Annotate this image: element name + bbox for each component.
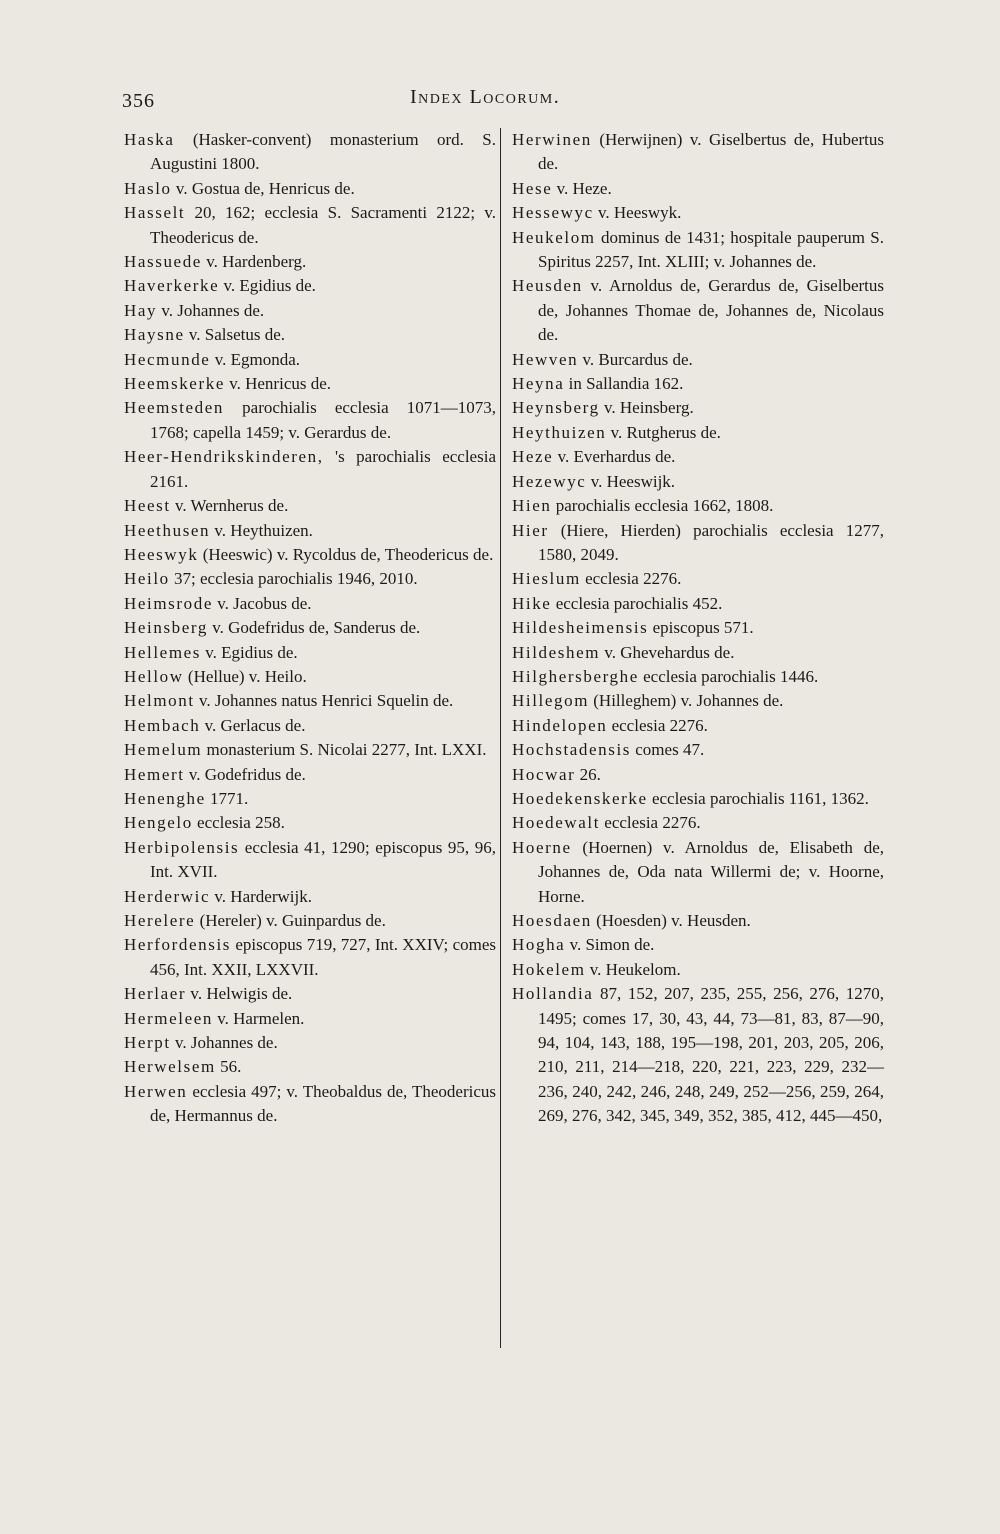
entry-text: ecclesia parochialis 1446. [638,666,819,686]
index-entry [512,958,884,982]
entry-text: v. Henricus de. [224,374,332,394]
entry-text: v. Gostua de, Henricus de. [171,178,355,198]
index-entry [512,226,884,275]
index-entry [512,567,884,591]
index-entry [124,1031,496,1055]
entry-text: v. Wernherus de. [170,496,289,516]
index-entry [124,177,496,201]
entry-text: v. Heeswijk. [586,471,676,491]
index-entry [124,299,496,323]
index-entry [512,763,884,787]
index-entry [124,982,496,1006]
entry-text: v. Godefridus de, Sanderus de. [207,618,421,638]
index-entry [512,372,884,396]
index-entry [124,543,496,567]
entry-text: (Hoesden) v. Heusden. [591,911,751,930]
entry-text: v. Everhardus de. [553,447,676,467]
index-entry [124,128,496,177]
entry-text: comes 47. [631,740,705,760]
entry-headword: Herbipolensis [124,837,240,857]
entry-text: (Heeswic) v. Rycoldus de, Theodericus de. [198,544,494,564]
index-entry [124,1080,496,1129]
entry-text: v. Heythuizen. [210,520,313,540]
index-entry [124,567,496,591]
index-entry [124,396,496,445]
entry-headword: Hien [512,496,552,516]
entry-text: ecclesia 2276. [607,715,708,735]
entry-headword: Hoerne [512,837,572,857]
entry-headword: Hese [512,178,553,198]
index-entry [512,396,884,420]
index-entry [512,421,884,445]
entry-headword: Herwen [124,1081,188,1101]
entry-headword: Heinsberg [124,618,208,638]
entry-headword: Herelere [124,911,196,930]
entry-text: v. Harmelen. [212,1008,305,1028]
left-column [124,128,496,1129]
entry-text: ecclesia parochialis 452. [551,593,723,613]
entry-text: monasterium S. Nicolai 2277, Int. LXXI. [202,740,487,760]
entry-text: 1771. [205,788,249,808]
entry-text: (Hiere, Hierden) parochialis ecclesia 1277, 1580, 2049. [538,520,884,564]
index-entry [124,909,496,933]
entry-headword: Hillegom [512,691,590,711]
entry-text: parochialis ecclesia 1662, 1808. [551,496,774,516]
entry-headword: Hasselt [124,203,186,223]
entry-text: 56. [215,1057,242,1077]
entry-headword: Hellow [124,666,184,686]
entry-headword: Herpt [124,1033,171,1053]
entry-text: v. Harderwijk. [210,886,312,906]
entry-headword: Heukelom [512,227,596,247]
index-entry [512,201,884,225]
entry-text: 87, 152, 207, 235, 255, 256, 276, 1270, 1495; comes 17, 30, 43, 44, 73—81, 83, 87—90, 94, 104, 143, 188, 195—198, 201, 203, 205, 206, 210, 211, 214—218, 220, 221, 223, 229, 232—236, 240, 242, 246, 248, 249, 252—256, 259, 264, 269, 276, 342, 345, 349, 352, 385, 412, 445—450, [538,984,884,1126]
entry-text: v. Egmonda. [210,349,300,369]
entry-headword: Heeswyk [124,544,199,564]
index-entry [124,787,496,811]
entry-headword: Hay [124,300,158,320]
entry-headword: Haysne [124,325,185,345]
entry-headword: Hilghersberghe [512,666,639,686]
index-entry [512,665,884,689]
entry-headword: Heimsrode [124,593,213,613]
entry-headword: Hogha [512,935,566,955]
index-entry [124,885,496,909]
index-entry [124,689,496,713]
entry-text: ecclesia 258. [192,813,285,833]
entry-headword: Heilo [124,569,170,589]
entry-text: episcopus 719, 727, Int. XXIV; comes 456, Int. XXII, LXXVII. [150,935,496,979]
entry-headword: Hengelo [124,813,193,833]
entry-text: v. Jacobus de. [213,593,312,613]
index-entry [124,592,496,616]
index-entry [124,201,496,250]
entry-headword: Hier [512,520,549,540]
index-entry [512,519,884,568]
index-entry [512,616,884,640]
entry-headword: Hieslum [512,569,581,589]
entry-text: ecclesia parochialis 1161, 1362. [647,788,869,808]
entry-headword: Heynsberg [512,398,600,418]
index-entry [124,494,496,518]
index-entry [124,811,496,835]
entry-headword: Helmont [124,691,195,711]
entry-text: v. Egidius de. [219,276,316,296]
entry-text: 26. [575,764,601,784]
entry-headword: Herfordensis [124,935,232,955]
index-entry [124,933,496,982]
entry-text: v. Salsetus de. [184,325,286,345]
entry-text: v. Burcardus de. [578,349,693,369]
entry-text: (Hoernen) v. Arnoldus de, Elisabeth de, Johannes de, Oda nata Willermi de; v. Hoorne, Horne. [538,837,884,906]
index-entry [512,177,884,201]
entry-headword: Hessewyc [512,203,594,223]
index-entry [512,836,884,909]
entry-headword: Heusden [512,276,583,296]
entry-text: v. Egidius de. [201,642,298,662]
index-entry [512,128,884,177]
entry-text: 37; ecclesia parochialis 1946, 2010. [169,569,418,589]
entry-headword: Heyna [512,374,565,394]
entry-headword: Haslo [124,178,172,198]
entry-headword: Hildeshem [512,642,601,662]
index-entry [124,445,496,494]
index-entry [124,323,496,347]
index-entry [124,763,496,787]
entry-headword: Heythuizen [512,422,607,442]
entry-text: ecclesia 41, 1290; episcopus 95, 96, Int. XVII. [150,837,496,882]
entry-headword: Hezewyc [512,471,587,491]
column-divider [500,128,501,1348]
entry-text: ecclesia 2276. [580,569,682,589]
entry-headword: Hindelopen [512,715,608,735]
index-entry [512,592,884,616]
entry-text: v. Heeswyk. [593,203,682,223]
entry-headword: Hermeleen [124,1008,213,1028]
index-entry [124,836,496,885]
entry-headword: Hellemes [124,642,201,662]
entry-text: v. Helwigis de. [186,984,293,1004]
index-entry [124,348,496,372]
index-entry [124,714,496,738]
entry-headword: Heest [124,496,171,516]
entry-headword: Hemert [124,764,185,784]
entry-headword: Hoesdaen [512,911,592,930]
entry-headword: Heemskerke [124,374,225,394]
index-entry [512,787,884,811]
entry-text: parochialis ecclesia 1071—1073, 1768; capella 1459; v. Gerardus de. [150,398,496,442]
entry-headword: Hocwar [512,764,576,784]
entry-headword: Herderwic [124,886,211,906]
entry-headword: Hokelem [512,959,586,979]
index-entry [512,641,884,665]
entry-headword: Hike [512,593,552,613]
right-column [512,128,884,1129]
index-entry [124,665,496,689]
index-entry [124,1007,496,1031]
entry-text: v. Hardenberg. [201,252,307,272]
entry-text: dominus de 1431; hospitale pauperum S. Spiritus 2257, Int. XLIII; v. Johannes de. [538,227,884,272]
index-entry [512,933,884,957]
index-entry [512,494,884,518]
entry-text: v. Johannes natus Henrici Squelin de. [194,691,454,711]
entry-headword: Herlaer [124,984,187,1004]
entry-text: 20, 162; ecclesia S. Sacramenti 2122; v. Theodericus de. [150,203,496,247]
page-number: 356 [122,90,155,112]
entry-headword: Hoedewalt [512,813,601,833]
entry-text: (Hereler) v. Guinpardus de. [195,911,386,930]
entry-text: v. Johannes de. [157,300,265,320]
entry-text: (Herwijnen) v. Giselbertus de, Hubertus de. [538,130,884,174]
index-entry [512,689,884,713]
index-entry [124,641,496,665]
entry-text: v. Godefridus de. [184,764,306,784]
entry-text: in Sallandia 162. [564,374,684,394]
index-entry [512,470,884,494]
entry-text: v. Johannes de. [170,1033,278,1053]
entry-text: episcopus 571. [648,618,754,638]
entry-headword: Hembach [124,715,201,735]
entry-headword: Hemelum [124,740,203,760]
entry-text: v. Heze. [552,178,612,198]
entry-headword: Heer-Hendrikskinderen, [124,447,324,467]
entry-text: ecclesia 497; v. Theobaldus de, Theodericus de, Hermannus de. [150,1081,496,1126]
entry-headword: Hildesheimensis [512,618,649,638]
entry-headword: Hollandia [512,984,594,1004]
entry-text: (Hilleghem) v. Johannes de. [589,691,784,711]
entry-text: v. Ghevehardus de. [600,642,735,662]
index-entry [124,519,496,543]
entry-headword: Heze [512,447,554,467]
index-entry [512,274,884,347]
index-entry [124,250,496,274]
index-entry [124,738,496,762]
running-title: Index Locorum. [410,86,561,108]
entry-headword: Hoedekenskerke [512,788,648,808]
index-entry [124,1055,496,1079]
index-entry [512,738,884,762]
entry-text: 's parochialis ecclesia 2161. [150,447,496,491]
entry-text: ecclesia 2276. [600,813,701,833]
index-entry [124,616,496,640]
entry-text: v. Simon de. [565,935,655,955]
index-entry [124,274,496,298]
entry-headword: Hecmunde [124,349,211,369]
entry-headword: Heethusen [124,520,211,540]
entry-text: v. Heukelom. [585,959,681,979]
entry-text: (Hasker-convent) monasterium ord. S. Augustini 1800. [150,130,496,174]
entry-headword: Hewven [512,349,579,369]
entry-text: v. Arnoldus de, Gerardus de, Giselbertus de, Johannes Thomae de, Johannes de, Nicolaus de. [538,276,884,345]
entry-headword: Haska [124,130,175,149]
entry-headword: Herwinen [512,130,592,149]
entry-text: (Hellue) v. Heilo. [183,666,307,686]
entry-headword: Hochstadensis [512,740,632,760]
entry-headword: Herwelsem [124,1057,216,1077]
entry-headword: Henenghe [124,788,206,808]
entry-text: v. Heinsberg. [599,398,694,418]
entry-headword: Hassuede [124,252,202,272]
entry-headword: Haverkerke [124,276,220,296]
entry-text: v. Rutgherus de. [606,422,721,442]
entry-text: v. Gerlacus de. [200,715,306,735]
index-entry [512,982,884,1128]
index-entry [512,811,884,835]
index-entry [512,714,884,738]
index-entry [512,909,884,933]
index-entry [512,348,884,372]
index-entry [512,445,884,469]
index-entry [124,372,496,396]
entry-headword: Heemsteden [124,398,225,418]
